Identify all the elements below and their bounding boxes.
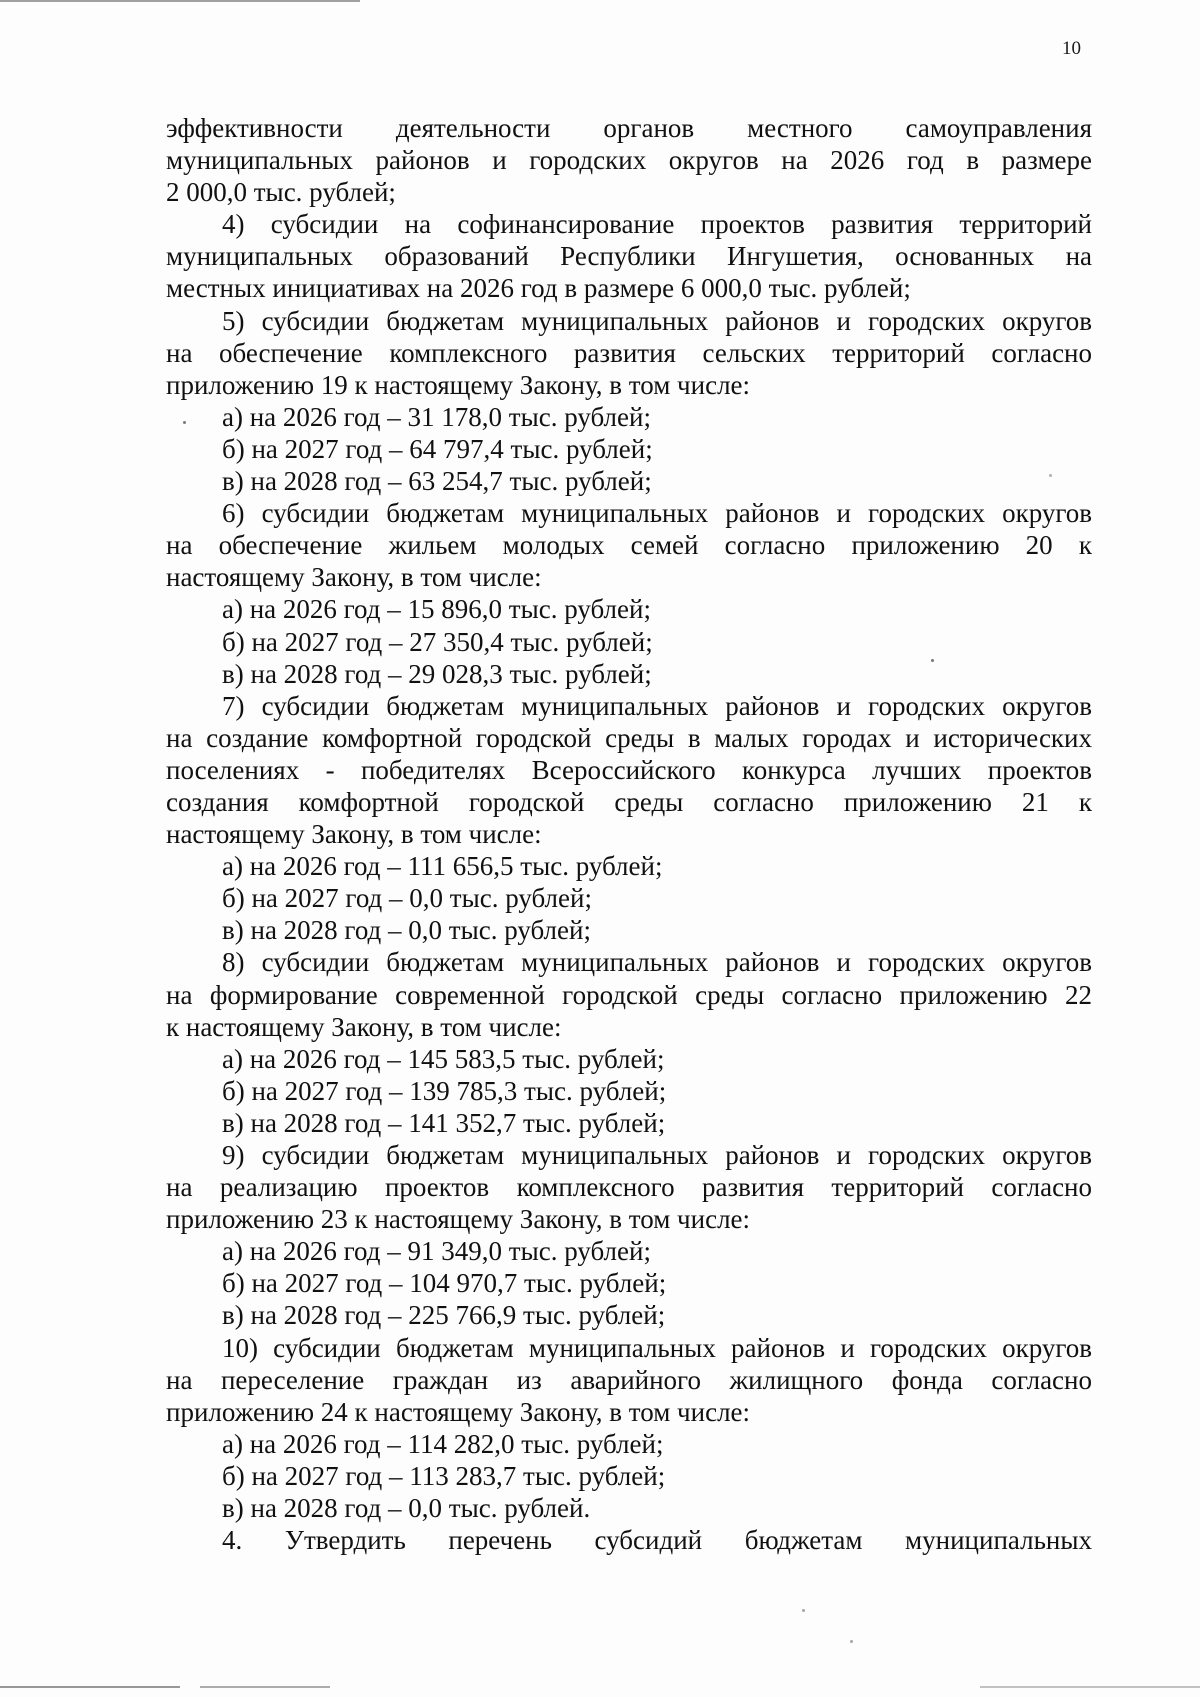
list-item-line: б) на 2027 год – 139 785,3 тыс. рублей;: [222, 1075, 667, 1106]
text-line: 8) субсидии бюджетам муниципальных районов и городских округов: [222, 947, 1092, 978]
text-line: на обеспечение комплексного развития сельских территорий согласно: [166, 337, 1092, 368]
text-line: настоящему Закону, в том числе:: [166, 819, 542, 850]
text-line: приложению 23 к настоящему Закону, в том числе:: [166, 1204, 751, 1235]
document-body: [166, 112, 1092, 1556]
text-line: на переселение граждан из аварийного жилищного фонда согласно: [166, 1364, 1092, 1395]
list-item-line: а) на 2026 год – 145 583,5 тыс. рублей;: [222, 1043, 665, 1074]
list-item-line: в) на 2028 год – 141 352,7 тыс. рублей;: [222, 1107, 666, 1138]
list-item-line: в) на 2028 год – 63 254,7 тыс. рублей;: [222, 466, 652, 497]
list-item-line: б) на 2027 год – 104 970,7 тыс. рублей;: [222, 1268, 667, 1299]
page-number: 10: [1062, 38, 1081, 59]
text-line: создания комфортной городской среды согласно приложению 21 к: [166, 786, 1092, 817]
text-line: настоящему Закону, в том числе:: [166, 562, 542, 593]
list-item-line: а) на 2026 год – 15 896,0 тыс. рублей;: [222, 594, 651, 625]
scan-speck: [1049, 474, 1052, 477]
scan-edge-top: [0, 0, 360, 2]
text-line: 2 000,0 тыс. рублей;: [166, 177, 396, 208]
text-line: 9) субсидии бюджетам муниципальных районов и городских округов: [222, 1140, 1092, 1170]
list-item-line: а) на 2026 год – 111 656,5 тыс. рублей;: [222, 851, 663, 882]
text-line: приложению 19 к настоящему Закону, в том числе:: [166, 369, 751, 400]
list-item-line: а) на 2026 год – 114 282,0 тыс. рублей;: [222, 1428, 664, 1459]
scan-speck: [931, 659, 934, 662]
list-item-line: б) на 2027 год – 64 797,4 тыс. рублей;: [222, 433, 653, 464]
list-item-line: б) на 2027 год – 27 350,4 тыс. рублей;: [222, 626, 653, 657]
text-line: 10) субсидии бюджетам муниципальных районов и городских округов: [222, 1332, 1092, 1363]
text-line: эффективности деятельности органов местного самоуправления: [166, 113, 1092, 143]
text-line: 6) субсидии бюджетам муниципальных районов и городских округов: [222, 498, 1092, 529]
text-line: поселениях - победителях Всероссийского конкурса лучших проектов: [166, 754, 1092, 785]
list-item-line: а) на 2026 год – 91 349,0 тыс. рублей;: [222, 1236, 651, 1267]
list-item-line: а) на 2026 год – 31 178,0 тыс. рублей;: [222, 401, 651, 432]
text-line: 4) субсидии на софинансирование проектов развития территорий: [222, 209, 1092, 240]
text-line: 5) субсидии бюджетам муниципальных районов и городских округов: [222, 305, 1092, 336]
text-line: на формирование современной городской среды согласно приложению 22: [166, 979, 1092, 1010]
scan-speck: [183, 421, 186, 424]
text-line: муниципальных районов и городских округов на 2026 год в размере: [166, 145, 1092, 176]
text-line: к настоящему Закону, в том числе:: [166, 1011, 562, 1042]
text-line: на обеспечение жильем молодых семей согласно приложению 20 к: [166, 530, 1092, 561]
text-line: 4. Утвердить перечень субсидий бюджетам муниципальных: [222, 1525, 1092, 1556]
list-item-line: в) на 2028 год – 29 028,3 тыс. рублей;: [222, 658, 652, 689]
scan-edge-bottom: [0, 1686, 1200, 1688]
text-line: приложению 24 к настоящему Закону, в том числе:: [166, 1396, 751, 1427]
text-line: местных инициативах на 2026 год в размере 6 000,0 тыс. рублей;: [166, 273, 911, 304]
text-line: на создание комфортной городской среды в малых городах и исторических: [166, 722, 1092, 753]
list-item-line: б) на 2027 год – 0,0 тыс. рублей;: [222, 883, 592, 914]
scan-speck: [802, 1609, 805, 1612]
scan-speck: [850, 1640, 853, 1643]
text-line: на реализацию проектов комплексного развития территорий согласно: [166, 1172, 1092, 1203]
list-item-line: в) на 2028 год – 0,0 тыс. рублей;: [222, 915, 591, 946]
list-item-line: в) на 2028 год – 225 766,9 тыс. рублей;: [222, 1300, 666, 1331]
text-line: 7) субсидии бюджетам муниципальных районов и городских округов: [222, 690, 1092, 721]
list-item-line: б) на 2027 год – 113 283,7 тыс. рублей;: [222, 1460, 666, 1491]
list-item-line: в) на 2028 год – 0,0 тыс. рублей.: [222, 1493, 591, 1524]
text-line: муниципальных образований Республики Ингушетия, основанных на: [166, 241, 1092, 272]
